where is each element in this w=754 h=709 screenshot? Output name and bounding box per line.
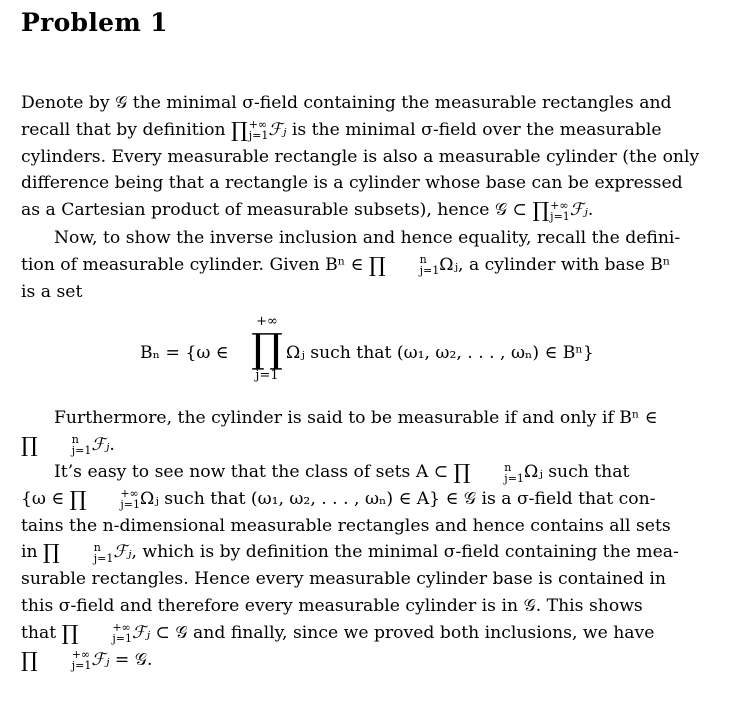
big-product: +∞ ∏ j=1 — [251, 314, 283, 383]
paragraph-3: Furthermore, the cylinder is said to be measurable if and only if Bⁿ ∈ ∏ n j=1 ℱⱼ. — [21, 408, 658, 458]
product-symbol: ∏ — [43, 540, 60, 565]
product-symbol: ∏ — [21, 647, 38, 672]
product-symbol: ∏ — [61, 620, 79, 645]
paragraph-2: Now, to show the inverse inclusion and hence equality, recall the defini- tion of measurable cylinder. Given Bⁿ ∈ ∏ n j=1 Ωⱼ, a cylinder with base Bⁿ is a set — [21, 228, 681, 302]
problem-title: Problem 1 — [21, 8, 168, 37]
product-symbol: ∏ — [230, 117, 248, 142]
product-symbol: ∏ — [532, 198, 550, 223]
product-symbol: ∏ — [368, 252, 386, 277]
product-symbol: ∏ — [453, 460, 471, 484]
product-symbol: ∏ — [21, 432, 38, 457]
display-equation: Bₙ = {ω ∈ +∞ ∏ j=1 Ωⱼ such that (ω₁, ω₂, . . . , ωₙ) ∈ Bⁿ} — [140, 314, 594, 383]
product-symbol: ∏ — [69, 486, 87, 511]
paragraph-1: Denote by 𝒢 the minimal σ-field containing the measurable rectangles and recall that by definition ∏ +∞ j=1 ℱⱼ is the minimal σ-field over the measurable cylinders. Every measurable rectangle is also a measurable cylinder (the only difference being that a rectangle is a cylinder whose base can be expressed as a Cartesian product of measurable subsets), hence 𝒢 ⊂ ∏ +∞ j=1 ℱⱼ. — [21, 93, 700, 223]
paragraph-4: It’s easy to see now that the class of sets A ⊂ ∏ n j=1 Ωⱼ such that {ω ∈ ∏ +∞ j=1 Ωⱼ such that (ω₁, ω₂, . . . , ωₙ) ∈ A} ∈ 𝒢 is a σ-field that con- tains the n-dimensional measurable rectangles and hence contains all sets in ∏ n j=1 ℱⱼ, which is by definition the minimal σ-field containing the mea- surable rectangles. Hence every measurable cylinder base is contained in this σ-field and therefore every measurable cylinder is in 𝒢. This shows that ∏ +∞ j=1 ℱⱼ ⊂ 𝒢 and finally, since we proved both inclusions, we have ∏ +∞ j=1 ℱⱼ = 𝒢. — [21, 460, 679, 673]
